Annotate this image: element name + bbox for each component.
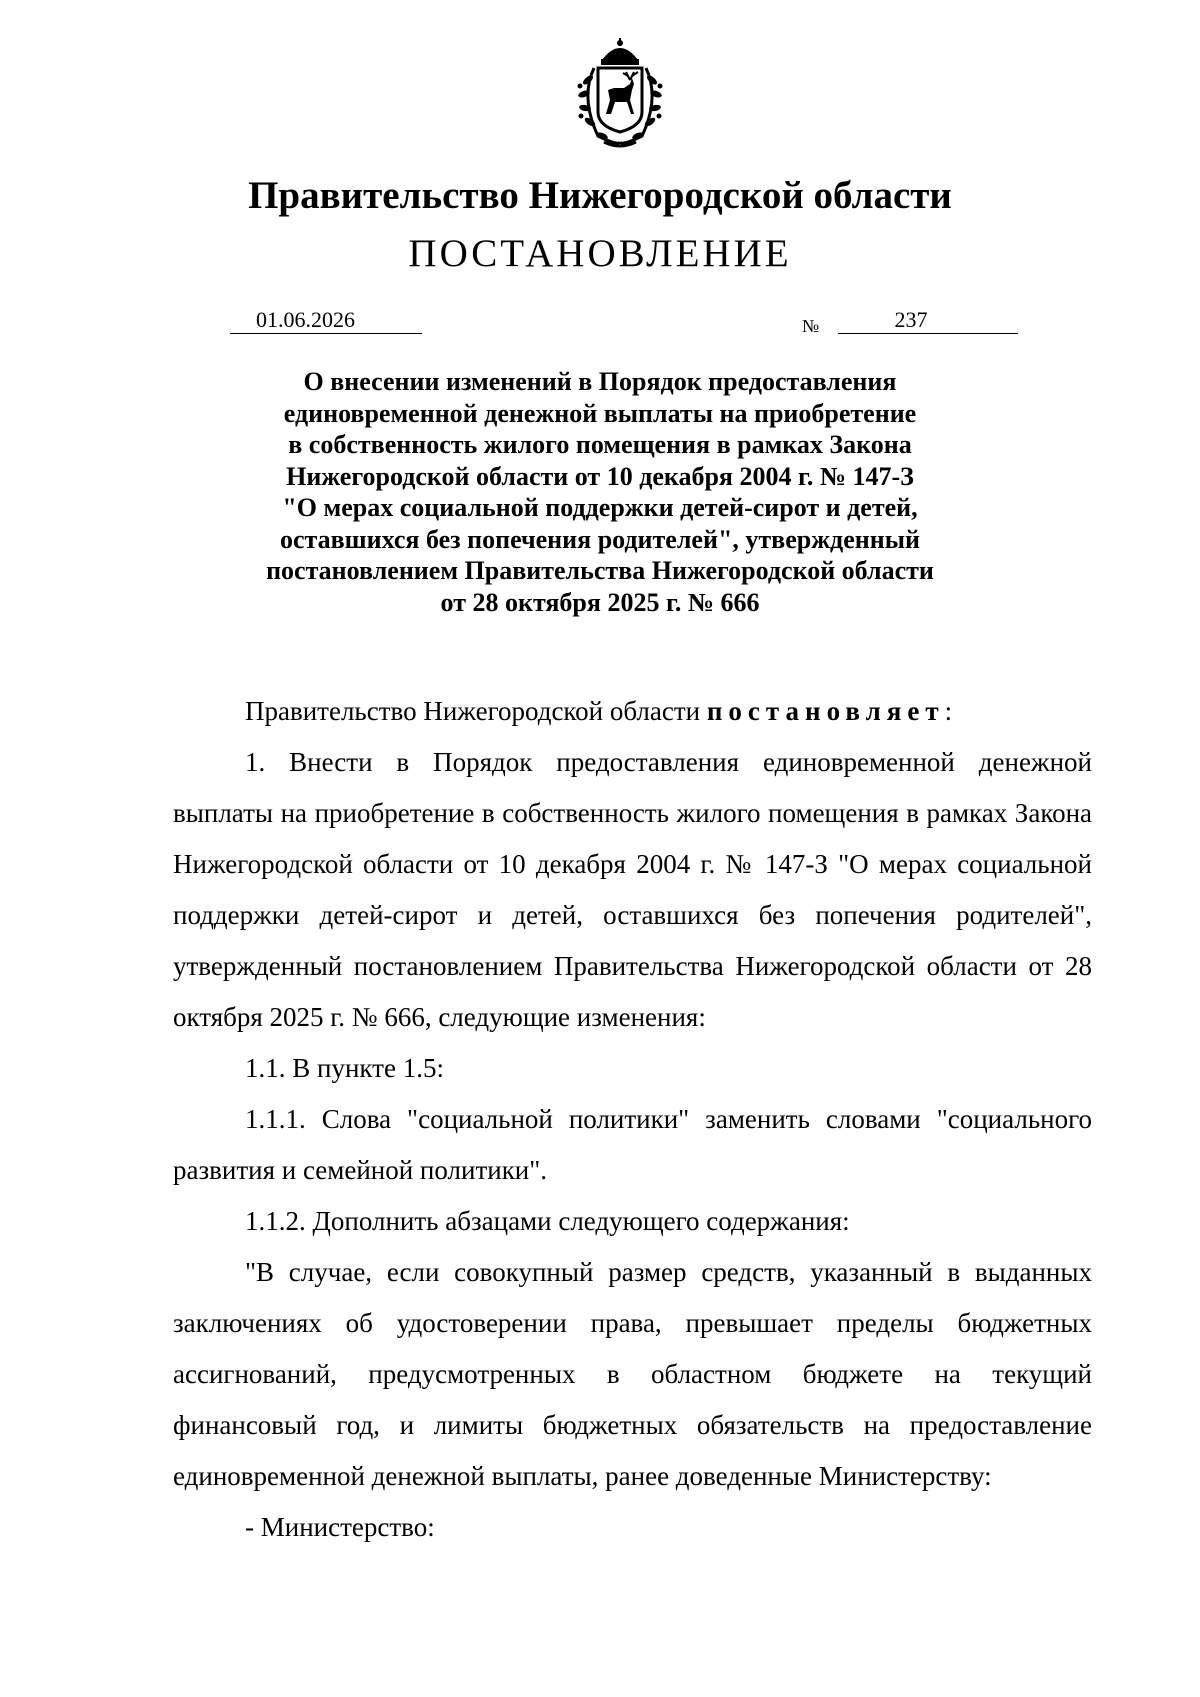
subject-line: оставшихся без попечения родителей", утвержденный [280, 524, 920, 554]
subject-line: постановлением Правительства Нижегородской области [266, 556, 934, 585]
subject-line: в собственность жилого помещения в рамках Закона [288, 430, 912, 459]
body-paragraph: 1.1.2. Дополнить абзацами следующего содержания: [245, 1206, 850, 1236]
government-name: Правительство Нижегородской области [248, 174, 952, 217]
body-paragraph: "В случае, если совокупный размер средств, указанный в выданных заключениях об удостоверении права, превышает пределы бюджетных ассигнований, предусмотренных в областном бюджете на текущий финансовый год, и лимиты бюджетных обязательств на предоставление единовременной денежной выплаты, ранее доведенные Министерству: [173, 1257, 1092, 1491]
subject-line: от 28 октября 2025 г. № 666 [440, 587, 760, 617]
body-paragraph: - Министерство: [245, 1512, 435, 1542]
subject-line: Нижегородской области от 10 декабря 2004 г. № 147-З [286, 461, 914, 491]
document-date: 01.06.2026 [230, 307, 422, 334]
document-body [173, 686, 1092, 1553]
intro-colon: : [944, 696, 953, 726]
document-subject [220, 366, 980, 618]
resolution-word: постановляет [706, 696, 945, 726]
body-paragraph: 1.1. В пункте 1.5: [245, 1053, 444, 1083]
intro-text: Правительство Нижегородской области [245, 696, 707, 726]
subject-line: единовременной денежной выплаты на приобретение [283, 398, 917, 428]
body-paragraph: 1.1.1. Слова "социальной политики" заменить словами "социального развития и семейной политики". [173, 1104, 1092, 1185]
subject-line: "О мерах социальной поддержки детей-сирот и детей, [282, 493, 918, 522]
document-type: ПОСТАНОВЛЕНИЕ [408, 232, 792, 275]
document-number: 237 [838, 307, 1018, 334]
body-paragraph: 1. Внести в Порядок предоставления единовременной денежной выплаты на приобретение в собственность жилого помещения в рамках Закона Нижегородской области от 10 декабря 2004 г. № 147-З "О мерах социальной поддержки детей-сирот и детей, оставшихся без попечения родителей", утвержденный постановлением Правительства Нижегородской области от 28 октября 2025 г. № 666, следующие изменения: [173, 747, 1092, 1032]
intro-paragraph [173, 686, 1092, 737]
subject-line: О внесении изменений в Порядок предоставления [303, 367, 897, 396]
nizhny-novgorod-coat-of-arms-icon [568, 38, 672, 150]
document-number-label: № [802, 316, 820, 336]
